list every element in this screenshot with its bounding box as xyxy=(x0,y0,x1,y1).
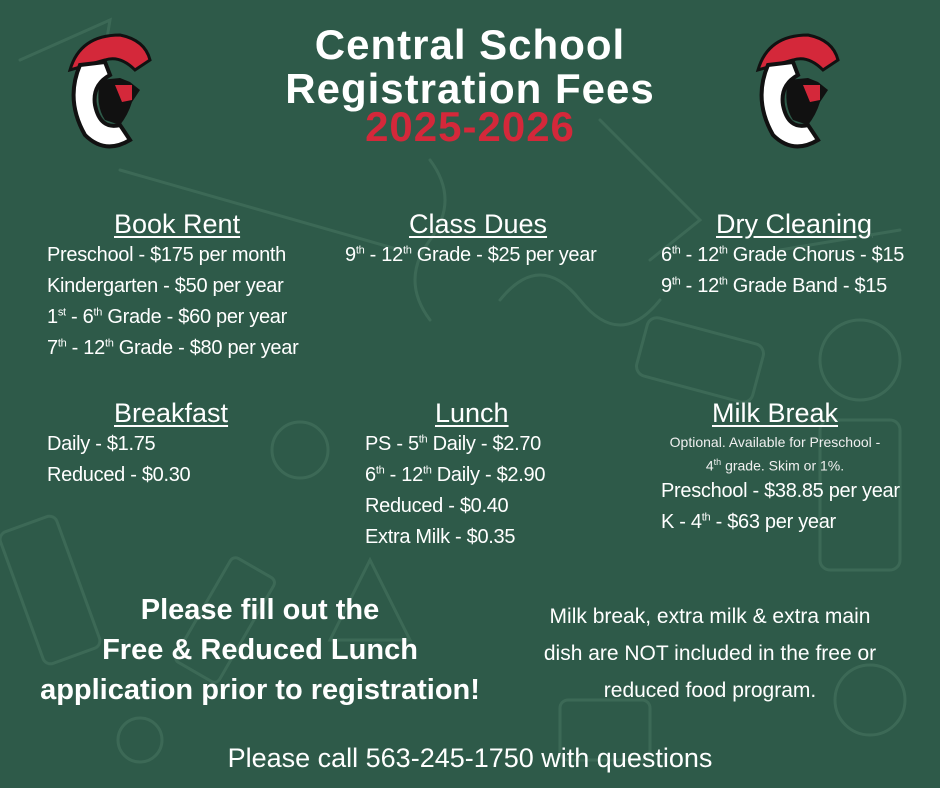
title-line-1: Central School xyxy=(314,21,626,68)
lunch-item: PS - 5th Daily - $2.70 xyxy=(365,433,541,455)
milk-break-note: Optional. Available for Preschool - 4th grade. Skim or 1%. xyxy=(669,434,881,474)
contact-phone-line: Please call 563-245-1750 with questions xyxy=(227,743,713,773)
book-rent-item: 1st - 6th Grade - $60 per year xyxy=(47,306,287,328)
milk-break-item: Preschool - $38.85 per year xyxy=(661,479,900,502)
lunch-item: Reduced - $0.40 xyxy=(365,495,509,517)
title-year: 2025-2026 xyxy=(365,103,575,150)
lunch-item: 6th - 12th Daily - $2.90 xyxy=(365,464,546,486)
breakfast-item: Daily - $1.75 xyxy=(47,433,156,455)
milk-break-heading: Milk Break xyxy=(711,398,839,428)
class-dues-item: 9th - 12th Grade - $25 per year xyxy=(345,244,597,266)
lunch-section xyxy=(365,397,545,553)
dry-cleaning-item: 9th - 12th Grade Band - $15 xyxy=(661,275,887,297)
title-line-2: Registration Fees xyxy=(285,65,655,112)
book-rent-section xyxy=(47,208,298,364)
book-rent-heading: Book Rent xyxy=(114,209,241,239)
book-rent-item: Kindergarten - $50 per year xyxy=(47,275,284,297)
exclusions-notice: Milk break, extra milk & extra main dish are NOT included in the free or reduced food program. xyxy=(543,605,877,702)
class-dues-heading: Class Dues xyxy=(409,209,548,239)
free-reduced-lunch-notice: Please fill out the Free & Reduced Lunch application prior to registration! xyxy=(40,594,480,706)
lunch-item: Extra Milk - $0.35 xyxy=(365,526,516,548)
dry-cleaning-section xyxy=(661,208,904,302)
book-rent-item: Preschool - $175 per month xyxy=(47,244,287,266)
book-rent-item: 7th - 12th Grade - $80 per year xyxy=(47,337,299,359)
breakfast-heading: Breakfast xyxy=(114,398,229,428)
dry-cleaning-heading: Dry Cleaning xyxy=(716,209,873,239)
lunch-heading: Lunch xyxy=(435,398,509,428)
milk-break-section xyxy=(640,397,910,538)
dry-cleaning-item: 6th - 12th Grade Chorus - $15 xyxy=(661,244,905,266)
milk-break-item: K - 4th - $63 per year xyxy=(661,510,836,533)
breakfast-section xyxy=(47,397,228,491)
class-dues-section xyxy=(345,208,596,271)
breakfast-item: Reduced - $0.30 xyxy=(47,464,191,486)
